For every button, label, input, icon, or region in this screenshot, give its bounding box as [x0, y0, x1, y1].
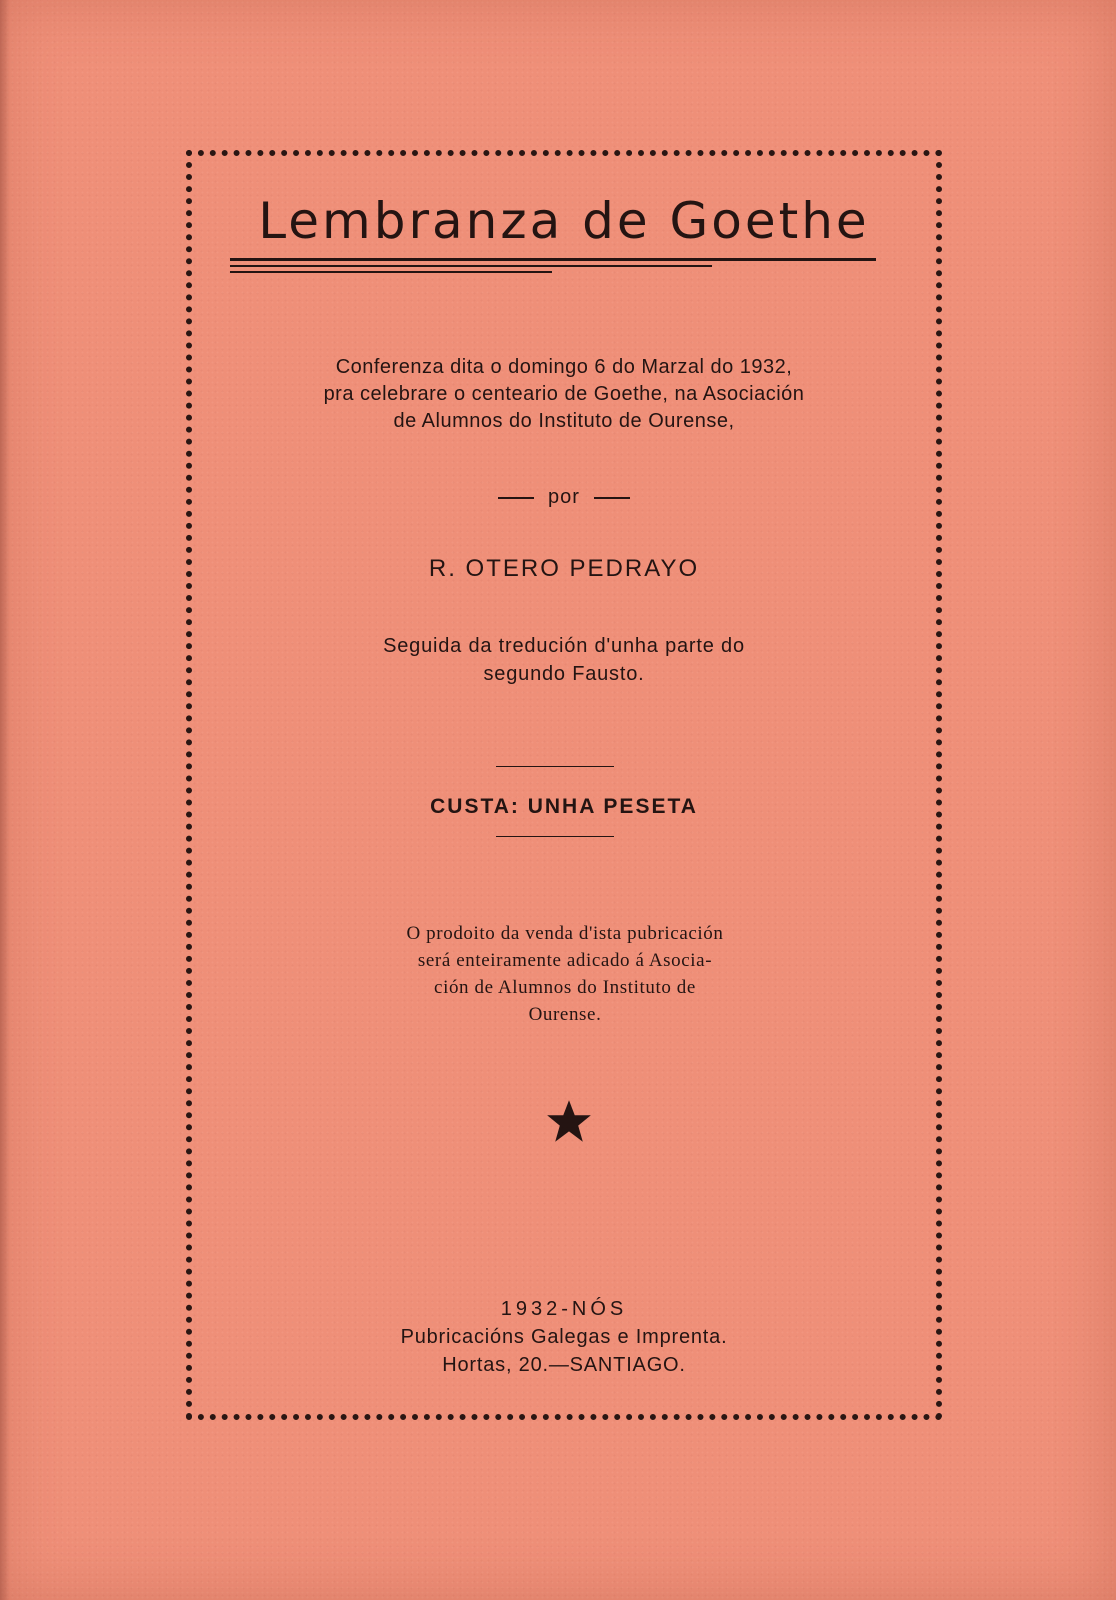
note-line: Seguida da tredución d'unha parte do	[383, 635, 745, 657]
proceeds-line: será enteiramente adicado á Asocia-	[417, 950, 713, 971]
proceeds-line: O prodoito da venda d'ista pubricación	[406, 923, 724, 944]
imprint-year: 1932-NÓS	[500, 1298, 628, 1320]
lecture-subtitle	[186, 354, 942, 435]
title-rule-top	[230, 258, 876, 261]
author-name: R. OTERO PEDRAYO	[428, 555, 700, 582]
dotted-border-frame	[186, 150, 942, 1420]
proceeds-notice	[340, 920, 790, 1028]
translation-note	[186, 632, 942, 688]
by-label: por	[548, 486, 580, 508]
note-line: segundo Fausto.	[483, 663, 645, 685]
title-rule-bottom	[230, 271, 552, 273]
subtitle-line: de Alumnos do Instituto de Ourense,	[393, 410, 735, 432]
title-rule-middle	[230, 265, 712, 267]
star-icon	[546, 1098, 592, 1144]
imprint-publisher: Pubricacións Galegas e Imprenta.	[400, 1326, 728, 1348]
by-dash-left	[498, 497, 534, 499]
price-rule-top	[496, 766, 614, 767]
imprint-address: Hortas, 20.—SANTIAGO.	[442, 1354, 686, 1376]
price-label: CUSTA: UNHA PESETA	[430, 795, 698, 818]
by-line	[186, 486, 942, 509]
proceeds-line: ción de Alumnos do Instituto de	[434, 977, 696, 998]
subtitle-line: Conferenza dita o domingo 6 do Marzal do 1932,	[335, 356, 793, 378]
subtitle-line: pra celebrare o centeario de Goethe, na Asociación	[323, 383, 805, 405]
proceeds-line: Ourense.	[528, 1004, 602, 1025]
price-rule-bottom	[496, 836, 614, 837]
publisher-imprint	[186, 1295, 942, 1379]
cover-title: Lembranza de Goethe	[258, 192, 870, 250]
spine-edge	[0, 0, 10, 1600]
by-dash-right	[594, 497, 630, 499]
